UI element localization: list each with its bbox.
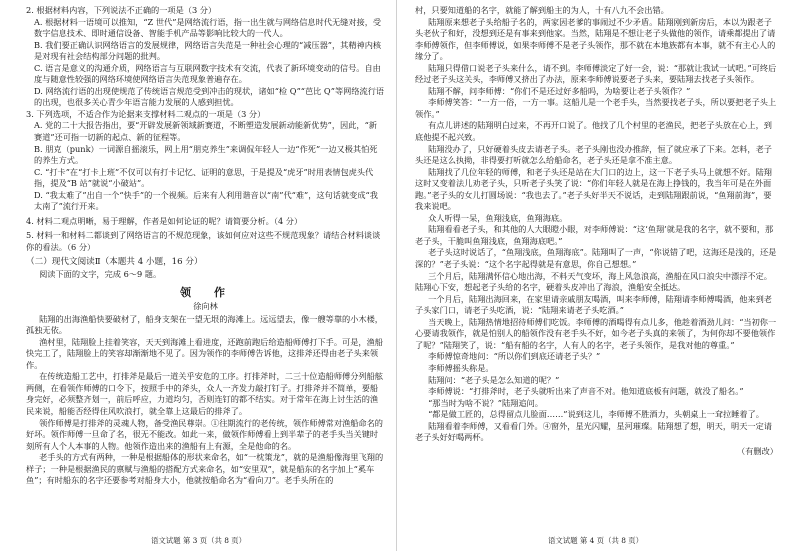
page-4: [397, 0, 794, 551]
story-paragraph: 一个月后，陆翔出海回来，在家里请亲戚朋友喝酒，叫来李师傅，陆翔请李师傅喝酒，他来到老子头家门口，请老子头吃酒，说：“陆翔来请老子头吃酒。”: [415, 293, 772, 316]
q2-stem: 2. 根据材料内容，下列说法不正确的一项是（3 分）: [26, 5, 217, 15]
story-paragraph: 在传统造船工艺中，打排斧是最后一道关乎安危的工序。打排斧时，二三十位造船师傅分列船舷两侧，在看领作师傅的口令下，按照手中的斧头，众人一齐发力敲打钉子。打排斧并不简单，要船身完好，必须整齐划一，前后呼应，力道均匀，否则连钉的都不结实。对于常年在海上讨生活的渔民来说，船能否经得住风吹浪打，就全靠上这最后的排斧了。: [26, 371, 383, 416]
story-paragraph: 陆翔原来想老子头给船子名的，两家因老爹的事闹过不少矛盾。陆翔刚到新房后，本以为跟老子头老伙子和好，没想到还是有事来到他家。当然，陆翔是不想让老子头做他的领作，请乘都提出了请李师傅领作，但李师傅说，如果李师傅不是老子头领作，那不就在本地族都有本事，就不有主心人的缘分了。: [415, 16, 776, 62]
story-paragraph: 陆翔找了几位年轻的师傅，和老子头还是站在大门口的边上，这一下老子头马上就想不好。陆翔这时又变着法儿劝老子头，只听老子头笑了说：“你们年轻人就是在海上挣钱的，我当年可是在外面跑。”老子头的女儿打圆场说：“我也去了。”老子头好半天不说话，走到陆翔跟前说，“鱼翔前海”，要我来说吧。: [415, 166, 772, 212]
q3-option-b: B. 朋克（punk）一词源自摇滚乐，网上用“朋克养生”来调侃年轻人一边“作死”一边又极其怕死的养生方式。: [34, 143, 378, 166]
q3-option-d: D. “我太难了”出自一个“快手”的一个视频。后来有人利用谐音以“南”代“难”，这句话就变成“我太南了”流行开来。: [34, 189, 378, 212]
story-title: 领 作: [180, 285, 231, 299]
story-paragraph: 老子头这时说话了，“鱼翔浅底，鱼翔海底”。陆翔叫了一声，“你说错了吧，这海还是浅的，还是深的？”老子头说：“这个名字起得就是有意思，你自己想想。”: [415, 247, 777, 270]
story-paragraph: 村，只要知道船的名字，就能了解到船主的为人，十有八九不会出错。: [415, 5, 669, 15]
story-paragraph: 陆翔只得借口说老子头来什么，请不到。李师傅淡定了好一会，说：“那就让我试一试吧。”可终后经过老子头这关头，李师傅又挤出了办法，原来李师傅说要老子头来，要陆翔去找老子头领作。: [415, 62, 777, 85]
q2-option-c: C. 语言是意义的沟通介质，网络语言与互联网数字技术有交流，代表了新环境变动的信号。自由度与随意性较强的网络环境使网络语言失范现象普遍存在。: [34, 62, 381, 85]
story-paragraph: 老手头的方式有两种，一种是根据船体的形状来命名，如“一枕策龙”，就的是渔船像海里飞翔的样子；一种是根据渔民的禀赋与渔船的搭配方式来命名，如“安里双”，就是船东的名字加上“奚车鱼”；有时船东的名字还要参考对船身大小，他就按船命名为“看向刀”。老手头所在的: [26, 452, 384, 486]
story-paragraph: 李师傅笑答：“一方一俗，一方一事。这船儿是一个老手头，当然要找老子头，所以要把老子头上领作。”: [415, 97, 777, 119]
question-3: [26, 109, 385, 213]
q2-option-d: D. 网络流行语的出现使规范了传统语言规范受到冲击的现状，诸如“检 Q”“芭比 Q”等网络流行语的出现，也很多关心青少年语言能力发展的人感到担忧。: [34, 85, 385, 108]
q3-stem: 3. 下列选项，不适合作为论据来支撑材料二观点的一项是（3 分）: [26, 108, 266, 119]
story-author: 徐向林: [193, 300, 218, 311]
source-note: （有删改）: [737, 445, 778, 456]
question-4: 4. 材料二观点明晰，易于理解，作者是如何论证的呢？请简要分析。（4 分）: [26, 215, 303, 226]
story-paragraph: 李师傅惊奇地问：“所以你们到底还请老子头？”: [428, 351, 601, 362]
q3-option-c: C. “打卡”在“打卡上班”不仅可以有打卡记忆、证明的意思，于是提及“虎牙”时用表情包虎头代指，提及“B 站”就说“小破站”。: [34, 166, 374, 189]
story-paragraph: “那当时为啥不说？”陆翔追问。: [428, 397, 543, 408]
story-paragraph: 陆翔看看老子头，和其他的人大眼瞪小眼，对李师傅说：“这‘鱼翔’就是我的名字，就不要和，那老子头，干脆叫鱼翔浅底，鱼翔海底吧。”: [415, 224, 774, 246]
story-paragraph: 有点儿讲述的陆翔明白过来，不再开口说了。他找了几个村里的老渔民，把老子头放在心上，到底他提不起兴致。: [415, 120, 772, 143]
story-paragraph: 李师傅摇头称是。: [428, 362, 494, 373]
section-heading: （二）现代文阅读Ⅱ（本题共 4 小题，16 分）: [26, 257, 203, 268]
story-paragraph: 陆翔看着李师傅，又看看门外。④窗外，星光闪耀，星河璀璨。陆翔想了想，明天，明天一定请老子头好好喝两杯。: [415, 420, 772, 443]
q2-option-a: A. 根据材料一语境可以推知，“Z 世代”是网络流行语，指一出生就与网络信息时代无缝对接，受数字信息技术、即时通信设备、智能手机产品等影响比较大的一代人。: [34, 16, 382, 39]
story-paragraph: 李师傅说：“打排斧时，老子头就听出来了声音不对。他知道底板有问题，就没了船名。”: [428, 386, 744, 397]
story-paragraph: 众人听得一呆，鱼翔浅底，鱼翔海底。: [428, 212, 568, 223]
page-footer-left: 语文试题 第 3 页（共 8 页）: [150, 536, 247, 545]
story-paragraph: 陆翔问：“老子头是怎么知道的呢？”: [428, 374, 560, 385]
page-footer-right: 语文试题 第 4 页（共 8 页）: [547, 536, 644, 545]
story-paragraph: 三个月后，陆翔满怀信心地出海，不料天气变坏，海上风急浪高，渔船在风口浪尖中漂浮不定。陆翔心下安，想起老子头给的名字，硬着头皮冲出了海浪，渔船安全抵达。: [415, 270, 772, 293]
reading-instruction: 阅读下面的文字，完成 6～9 题。: [39, 269, 162, 280]
story-paragraph: 渔村里，陆翔脸上挂着笑容，天天到海滩上看进度，还跑前跑后给造船师傅打下手。可是，渔船快完工了，陆翔脸上的笑容却渐渐地不见了。因为领作的李师傅告诉他，这排斧还得由老子头来领作。: [26, 336, 383, 370]
story-paragraph: 陆翔没办了，只好硬着头皮去请老子头。老子头刚也没办推辞，恒了就应承了下来。怎料，老子头还是这么执拗，非得要打听就怎么给船命名，老子头还是拿不准主意。: [415, 143, 772, 166]
story-paragraph: 陆翔的出海渔船快要破材了，船身支架在一望无垠的海滩上。远远望去，像一艘等靠的小木楼，孤独无依。: [26, 313, 383, 336]
story-paragraph: “都是做工匠的，总得留点儿脸面……”说到这儿，李师傅不胜酒力，头朝桌上一耷拉睡着了。: [428, 409, 764, 420]
story-paragraph: 当天晚上，陆翔热情地招待师傅们吃饭。李师傅的酒喝得有点儿多，他趁着酒劲儿问：“当初你一心要请我领作，就是怕别人的船领作没有老手头不好，如今老子头真的来领了，为何你却不要他领作了呢？”陆翔笑了，说：“船有船的名字，人有人的名字，老子头领作，是我对他的尊重。”: [415, 316, 777, 350]
story-paragraph: 陆翔不解，问李师傅：“你们不是还过好多船吗，为啥要让老子头领作？”: [428, 85, 691, 96]
story-paragraph: 领作师傅是打排斧的灵魂人物，备受渔民尊崇。①往期流行的老传统，领作师傅常对渔船命名的好坏。领作师傅一旦命了名，很无不能改。如此一来，做领作师傅看上到半辈子的老手头当关键时刻所有人个人本事的人物。他领作造出来的渔船有上有源，全是他命的名。: [26, 417, 383, 451]
q2-option-b: B. 我们要正确认识网络语言的发展规律，网络语言失范是一种社会心理的“减压器”，其精神内核是对现有社会结构部分问题的批判。: [34, 39, 382, 62]
question-5: 5. 材料一和材料二都谈到了网络语言的不规范现象，该如何应对这些不规范现象？请结合材料谈谈你的看法。（6 分）: [26, 230, 381, 252]
q3-option-a: A. 党的二十大报告指出，要“开辟发展新领域新赛道，不断塑造发展新动能新优势”，因此，“新赛道”还可指一切新的起点、新的征程等。: [34, 120, 377, 143]
question-2: [26, 5, 385, 109]
